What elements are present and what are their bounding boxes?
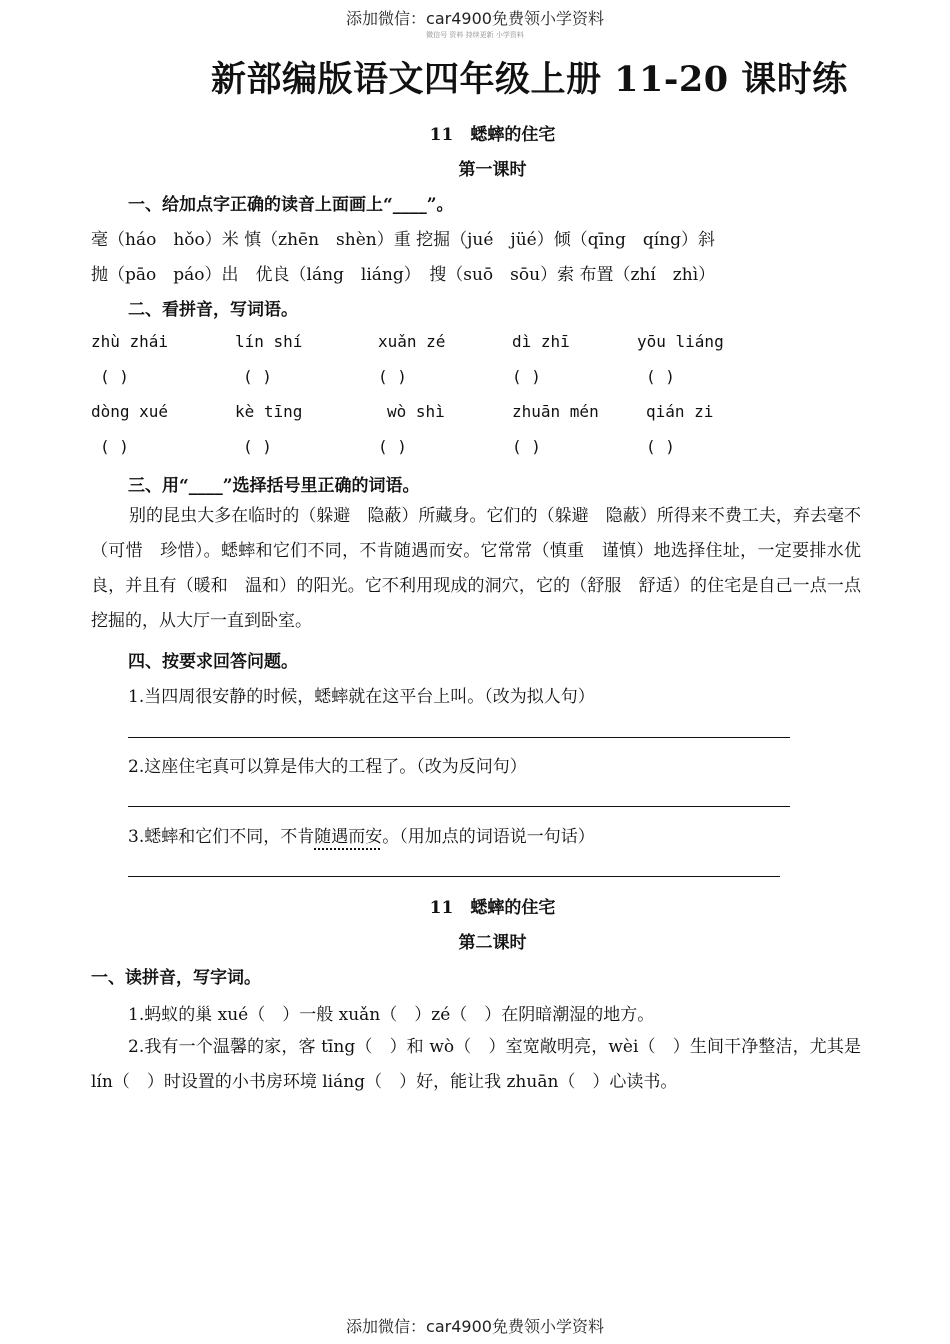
pinyin-cell: dòng xué bbox=[91, 402, 169, 421]
pinyin-cell: xuǎn zé bbox=[378, 332, 446, 351]
answer-blank[interactable]: ( ) bbox=[646, 367, 675, 386]
page-title: 新部编版语文四年级上册 11-20 课时练 bbox=[211, 59, 848, 100]
answer-blank[interactable]: ( ) bbox=[378, 367, 407, 386]
answer-blank[interactable]: ( ) bbox=[243, 367, 272, 386]
pinyin-cell: lín shí bbox=[235, 332, 303, 351]
pinyin-cell: yōu liáng bbox=[637, 332, 724, 351]
lesson1-q3-passage: 别的昆虫大多在临时的（躲避 隐蔽）所藏身。它们的（躲避 隐蔽）所得来不费工夫，弃去毫不（可惜 珍惜）。蟋蟀和它们不同，不肯随遇而安。它常常（慎重 谨慎）地选择住址，一定要排水优良，并且有（暖和 温和）的阳光。它不利用现成的洞穴，它的（舒服 舒适）的住宅是自己一点一点挖掘的，从大厅一直到卧室。 bbox=[91, 506, 861, 631]
pinyin-cell: zhuān mén bbox=[512, 402, 599, 421]
answer-blank[interactable]: ( ) bbox=[100, 367, 129, 386]
watermark-small: 微信号 资料 持续更新 小学资料 bbox=[426, 31, 524, 39]
lesson1-heading: 11 蟋蟀的住宅 bbox=[429, 125, 556, 145]
answer-blank[interactable]: ( ) bbox=[646, 437, 675, 456]
lesson1-q4-item1: 1.当四周很安静的时候，蟋蟀就在这平台上叫。（改为拟人句） bbox=[128, 687, 595, 707]
answer-blank[interactable]: ( ) bbox=[512, 367, 541, 386]
answer-blank[interactable]: ( ) bbox=[100, 437, 129, 456]
lesson1-q1-line1: 毫（háo hǒo）米 慎（zhēn shèn）重 挖掘（jué jüé）倾（qīng qíng）斜 bbox=[91, 230, 716, 250]
lesson1-q2-heading: 二、看拼音，写词语。 bbox=[128, 300, 298, 320]
item3-dotted-word: 随遇而安 bbox=[314, 827, 383, 847]
item3-pre: 3.蟋蟀和它们不同，不肯 bbox=[128, 827, 315, 847]
watermark-bottom: 添加微信：car4900免费领小学资料 bbox=[346, 1317, 604, 1336]
pinyin-cell: qián zi bbox=[646, 402, 714, 421]
answer-blank[interactable]: ( ) bbox=[378, 437, 407, 456]
lesson2-q1-item1: 1.蚂蚁的巢 xué（ ）一般 xuǎn（ ）zé（ ）在阴暗潮湿的地方。 bbox=[128, 1005, 655, 1025]
lesson1-period: 第一课时 bbox=[458, 160, 527, 180]
pinyin-cell: kè tīng bbox=[235, 402, 303, 421]
answer-line[interactable] bbox=[128, 737, 790, 738]
answer-blank[interactable]: ( ) bbox=[512, 437, 541, 456]
lesson1-q1-heading: 一、给加点字正确的读音上面画上“____”。 bbox=[128, 195, 454, 215]
lesson1-q4-item2: 2.这座住宅真可以算是伟大的工程了。（改为反问句） bbox=[128, 757, 527, 777]
answer-line[interactable] bbox=[128, 876, 780, 877]
lesson1-q4-item3 bbox=[128, 822, 595, 847]
lesson2-heading: 11 蟋蟀的住宅 bbox=[429, 898, 556, 918]
pinyin-cell: wò shì bbox=[387, 402, 445, 421]
lesson1-q3-heading: 三、用“____”选择括号里正确的词语。 bbox=[128, 476, 420, 496]
item3-post: 。（用加点的词语说一句话） bbox=[382, 827, 595, 847]
lesson1-q1-line2: 抛（pāo páo）出 优良（láng liáng） 搜（suō sōu）索 布置（zhí zhì） bbox=[91, 265, 716, 285]
lesson2-period: 第二课时 bbox=[458, 933, 527, 953]
pinyin-cell: zhù zhái bbox=[91, 332, 169, 351]
lesson2-q1-heading: 一、读拼音，写字词。 bbox=[91, 968, 261, 988]
lesson2-q1-item2: 2.我有一个温馨的家，客 tīng（ ）和 wò（ ）室宽敞明亮，wèi（ ）生间干净整洁，尤其是 lín（ ）时设置的小书房环境 liáng（ ）好，能让我 zhuān（ ）心读书。 bbox=[91, 1037, 861, 1092]
watermark-top: 添加微信：car4900免费领小学资料 bbox=[346, 9, 604, 28]
answer-line[interactable] bbox=[128, 806, 790, 807]
answer-blank[interactable]: ( ) bbox=[243, 437, 272, 456]
pinyin-cell: dì zhī bbox=[512, 332, 570, 351]
lesson1-q4-heading: 四、按要求回答问题。 bbox=[128, 652, 298, 672]
